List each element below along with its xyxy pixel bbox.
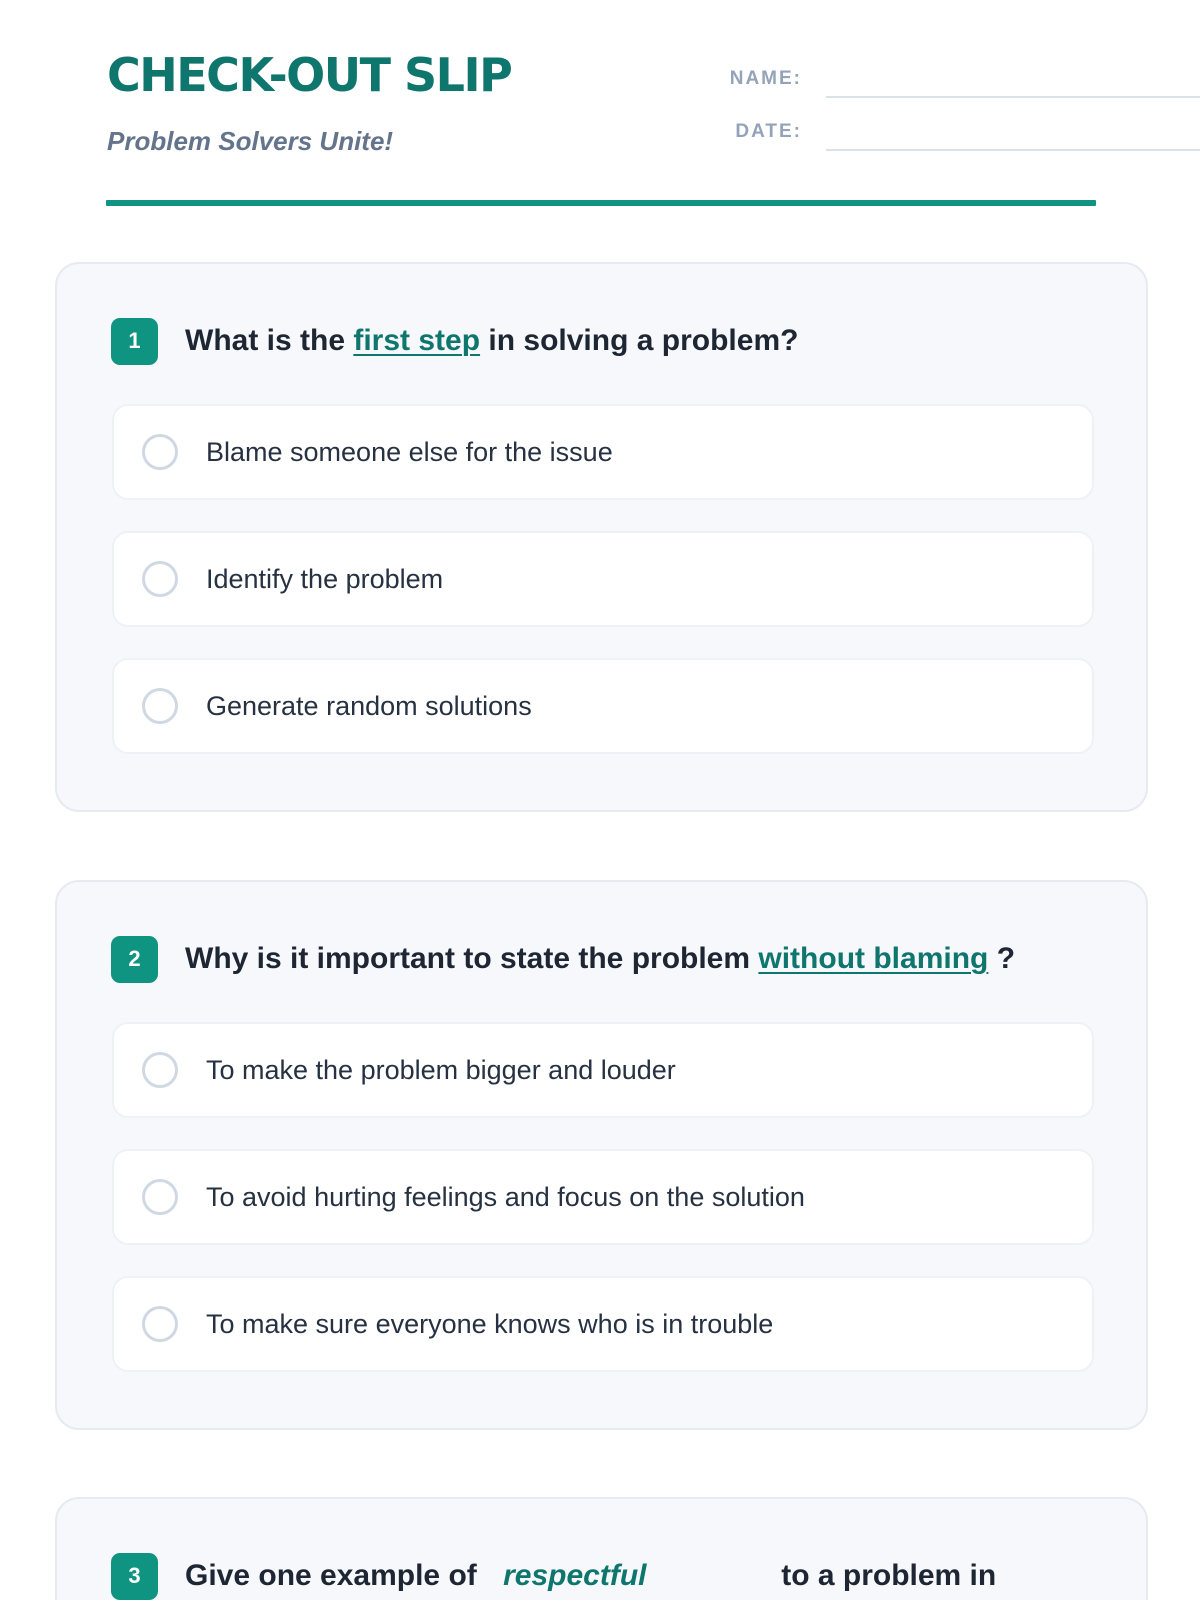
question-text	[185, 1559, 996, 1593]
answer-option[interactable]	[112, 404, 1094, 500]
question-row	[111, 1552, 1106, 1600]
option-label: To avoid hurting feelings and focus on the solution	[206, 1181, 805, 1212]
radio-button[interactable]	[142, 688, 178, 724]
radio-button[interactable]	[142, 1179, 178, 1215]
answer-option[interactable]	[112, 1149, 1094, 1245]
answer-option[interactable]	[112, 658, 1094, 754]
option-label: To make sure everyone knows who is in trouble	[206, 1308, 774, 1339]
header-divider	[106, 200, 1096, 206]
question-number-badge: 1	[111, 318, 158, 365]
answer-option[interactable]	[112, 531, 1094, 627]
answer-option[interactable]	[112, 1276, 1094, 1372]
date-input-line[interactable]	[826, 149, 1200, 151]
option-label: Generate random solutions	[206, 690, 532, 721]
radio-button[interactable]	[142, 434, 178, 470]
question-suffix: to a problem in	[781, 1559, 997, 1592]
question-card-1	[55, 262, 1148, 812]
question-card-2	[55, 880, 1148, 1430]
question-prefix: Give one example of	[185, 1559, 477, 1592]
question-text	[185, 942, 1015, 976]
question-keyword: respectful	[503, 1559, 647, 1592]
question-text	[185, 324, 798, 358]
question-prefix: What is the	[185, 324, 346, 357]
date-field	[712, 115, 1200, 155]
question-keyword: first step	[353, 324, 481, 357]
question-number-badge: 2	[111, 936, 158, 983]
name-label: NAME:	[729, 68, 802, 89]
name-field	[712, 62, 1200, 102]
page-title: CHECK-OUT SLIP	[107, 48, 512, 102]
question-row	[111, 317, 1106, 365]
question-row	[111, 935, 1106, 983]
question-suffix: in solving a problem?	[488, 324, 799, 357]
option-label: To make the problem bigger and louder	[206, 1054, 676, 1085]
answer-option[interactable]	[112, 1022, 1094, 1118]
option-label: Identify the problem	[206, 563, 444, 594]
question-prefix: Why is it important to state the problem	[185, 942, 751, 975]
slip-header	[52, 0, 1148, 206]
question-number-badge: 3	[111, 1553, 158, 1600]
name-input-line[interactable]	[826, 96, 1200, 98]
radio-button[interactable]	[142, 561, 178, 597]
date-label: DATE:	[735, 121, 802, 142]
option-label: Blame someone else for the issue	[206, 436, 613, 467]
question-card-3	[55, 1497, 1148, 1600]
radio-button[interactable]	[142, 1052, 178, 1088]
page-subtitle: Problem Solvers Unite!	[107, 126, 394, 156]
radio-button[interactable]	[142, 1306, 178, 1342]
question-suffix: ?	[996, 942, 1016, 975]
question-keyword: without blaming	[758, 942, 989, 975]
